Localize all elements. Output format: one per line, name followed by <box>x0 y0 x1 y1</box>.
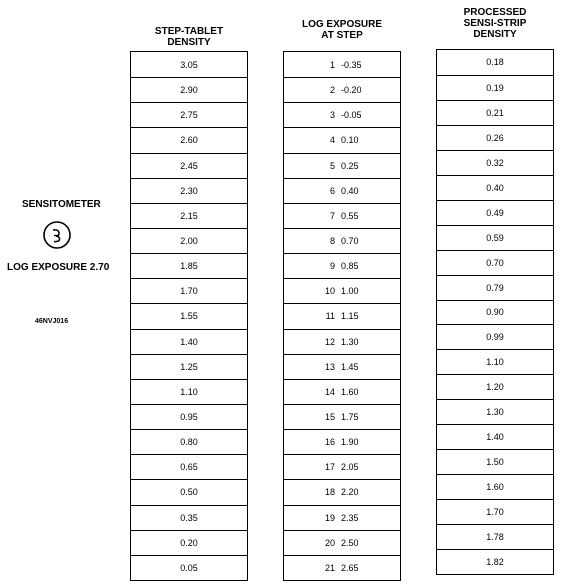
log-exposure-value: 0.85 <box>341 261 359 272</box>
log-exposure-value: -0.05 <box>341 110 362 121</box>
step-number: 2 <box>329 85 335 96</box>
processed-density-value: 0.70 <box>486 257 504 268</box>
processed-density-value: 1.70 <box>486 507 504 518</box>
log-exposure-row <box>284 153 400 178</box>
processed-density-value: 1.78 <box>486 532 504 543</box>
step-tablet-density-row <box>131 404 247 429</box>
sensitometer-label: SENSITOMETER <box>22 199 101 210</box>
density-value: 1.40 <box>180 336 198 347</box>
log-exposure-value: 1.90 <box>341 437 359 448</box>
log-exposure-row <box>284 555 400 580</box>
density-value: 1.55 <box>180 311 198 322</box>
log-exposure-value: 0.40 <box>341 185 359 196</box>
processed-density-row <box>437 324 553 349</box>
log-exposure-value: 1.45 <box>341 361 359 372</box>
log-exposure-value: 1.60 <box>341 386 359 397</box>
step-number: 6 <box>329 185 335 196</box>
processed-density-value: 0.26 <box>486 132 504 143</box>
density-value: 2.60 <box>180 135 198 146</box>
sensitometer-lamp-icon <box>42 220 72 250</box>
step-number: 11 <box>325 311 335 322</box>
processed-density-row <box>437 474 553 499</box>
processed-density-value: 0.59 <box>486 232 504 243</box>
log-exposure-value: 2.20 <box>341 487 359 498</box>
density-value: 1.10 <box>180 386 198 397</box>
log-exposure-table <box>283 51 401 581</box>
processed-density-row <box>437 250 553 275</box>
density-value: 0.95 <box>180 412 198 423</box>
density-value: 2.00 <box>180 236 198 247</box>
log-exposure-row <box>284 505 400 530</box>
step-number: 10 <box>324 286 335 297</box>
step-tablet-density-row <box>131 127 247 152</box>
processed-density-row <box>437 50 553 75</box>
density-value: 3.05 <box>180 59 198 70</box>
figure-id: 46NVJ016 <box>35 318 69 325</box>
density-value: 0.05 <box>180 562 198 573</box>
step-number: 5 <box>329 160 335 171</box>
processed-density-row <box>437 524 553 549</box>
processed-density-row <box>437 200 553 225</box>
step-number: 13 <box>324 361 335 372</box>
density-value: 1.85 <box>180 261 198 272</box>
log-exposure-value: 0.25 <box>341 160 359 171</box>
density-value: 0.20 <box>180 537 198 548</box>
step-tablet-density-row <box>131 203 247 228</box>
step-number: 7 <box>329 210 335 221</box>
step-tablet-density-table <box>130 51 248 581</box>
processed-density-value: 1.10 <box>486 357 504 368</box>
log-exposure-value: 2.35 <box>341 512 359 523</box>
log-exposure-value: 0.10 <box>341 135 359 146</box>
step-number: 14 <box>324 386 335 397</box>
step-tablet-density-row <box>131 530 247 555</box>
processed-density-value: 1.82 <box>486 557 504 568</box>
log-exposure-value: 2.50 <box>341 537 359 548</box>
log-exposure-value: 1.15 <box>341 311 359 322</box>
log-exposure-row <box>284 454 400 479</box>
step-tablet-density-row <box>131 479 247 504</box>
step-number: 21 <box>324 562 335 573</box>
step-tablet-density-row <box>131 153 247 178</box>
step-tablet-density-row <box>131 253 247 278</box>
step-tablet-density-row <box>131 303 247 328</box>
log-exposure-value: 1.30 <box>341 336 359 347</box>
log-exposure-value: 1.00 <box>341 286 359 297</box>
step-tablet-density-row <box>131 429 247 454</box>
step-number: 20 <box>324 537 335 548</box>
step-number: 12 <box>324 336 335 347</box>
step-tablet-density-row <box>131 555 247 580</box>
density-value: 2.75 <box>180 110 198 121</box>
processed-density-value: 0.99 <box>486 332 504 343</box>
log-exposure-row <box>284 354 400 379</box>
log-exposure-row <box>284 253 400 278</box>
processed-density-value: 0.21 <box>486 107 504 118</box>
step-number: 17 <box>324 462 335 473</box>
log-exposure-row <box>284 127 400 152</box>
log-exposure-row <box>284 404 400 429</box>
processed-density-value: 0.32 <box>486 157 504 168</box>
log-exposure-value: 1.75 <box>341 412 359 423</box>
processed-density-value: 0.49 <box>486 207 504 218</box>
log-exposure-row <box>284 303 400 328</box>
step-number: 4 <box>329 135 335 146</box>
processed-density-row <box>437 499 553 524</box>
processed-density-row <box>437 125 553 150</box>
log-exposure-row <box>284 278 400 303</box>
step-number: 16 <box>324 437 335 448</box>
processed-density-row <box>437 399 553 424</box>
step-tablet-density-row <box>131 102 247 127</box>
step-tablet-density-row <box>131 278 247 303</box>
step-number: 18 <box>324 487 335 498</box>
density-value: 0.65 <box>180 462 198 473</box>
step-number: 9 <box>329 261 335 272</box>
step-tablet-density-row <box>131 454 247 479</box>
processed-density-value: 0.90 <box>486 307 504 318</box>
density-value: 0.80 <box>180 437 198 448</box>
step-tablet-density-row <box>131 354 247 379</box>
log-exposure-row <box>284 429 400 454</box>
processed-density-value: 0.18 <box>486 57 504 68</box>
step-number: 3 <box>329 110 335 121</box>
processed-density-table <box>436 49 554 575</box>
log-exposure-row <box>284 178 400 203</box>
processed-density-row <box>437 175 553 200</box>
density-value: 0.35 <box>180 512 198 523</box>
processed-density-row <box>437 549 553 574</box>
processed-density-value: 1.50 <box>486 457 504 468</box>
step-number: 1 <box>329 59 335 70</box>
log-exposure-row <box>284 102 400 127</box>
processed-density-row <box>437 424 553 449</box>
step-tablet-density-row <box>131 505 247 530</box>
step-tablet-density-row <box>131 52 247 77</box>
processed-density-row <box>437 75 553 100</box>
log-exposure-row <box>284 329 400 354</box>
processed-density-row <box>437 225 553 250</box>
log-exposure-row <box>284 203 400 228</box>
step-number: 15 <box>324 412 335 423</box>
processed-density-row <box>437 449 553 474</box>
density-value: 2.30 <box>180 185 198 196</box>
step-tablet-density-row <box>131 178 247 203</box>
log-exposure-value: -0.35 <box>341 59 362 70</box>
step-tablet-density-row <box>131 77 247 102</box>
processed-density-value: 0.40 <box>486 182 504 193</box>
processed-density-row <box>437 300 553 325</box>
processed-density-row <box>437 349 553 374</box>
log-exposure-row <box>284 52 400 77</box>
step-tablet-density-row <box>131 228 247 253</box>
log-exposure-row <box>284 479 400 504</box>
density-value: 2.15 <box>180 210 198 221</box>
log-exposure-row <box>284 77 400 102</box>
step-number: 19 <box>324 512 335 523</box>
density-value: 0.50 <box>180 487 198 498</box>
header-processed-density: PROCESSED SENSI-STRIP DENSITY <box>463 7 527 40</box>
step-tablet-density-row <box>131 379 247 404</box>
processed-density-row <box>437 275 553 300</box>
processed-density-row <box>437 374 553 399</box>
log-exposure-value: 0.55 <box>341 210 359 221</box>
processed-density-value: 1.30 <box>486 407 504 418</box>
processed-density-value: 1.20 <box>486 382 504 393</box>
density-value: 2.45 <box>180 160 198 171</box>
processed-density-value: 0.19 <box>486 82 504 93</box>
processed-density-value: 1.40 <box>486 432 504 443</box>
log-exposure-value: 2.65 <box>341 562 359 573</box>
header-step-tablet-density: STEP-TABLET DENSITY <box>154 26 224 48</box>
density-value: 1.25 <box>180 361 198 372</box>
log-exposure-row <box>284 228 400 253</box>
header-log-exposure-at-step: LOG EXPOSURE AT STEP <box>301 19 382 41</box>
density-value: 2.90 <box>180 85 198 96</box>
log-exposure-value: 0.70 <box>341 236 359 247</box>
processed-density-row <box>437 150 553 175</box>
processed-density-row <box>437 100 553 125</box>
processed-density-value: 0.79 <box>486 282 504 293</box>
log-exposure-value: 2.05 <box>341 462 359 473</box>
log-exposure-row <box>284 379 400 404</box>
log-exposure-value: -0.20 <box>341 85 362 96</box>
density-value: 1.70 <box>180 286 198 297</box>
step-number: 8 <box>329 236 335 247</box>
step-tablet-density-row <box>131 329 247 354</box>
log-exposure-label: LOG EXPOSURE 2.70 <box>7 262 110 273</box>
processed-density-value: 1.60 <box>486 482 504 493</box>
log-exposure-row <box>284 530 400 555</box>
